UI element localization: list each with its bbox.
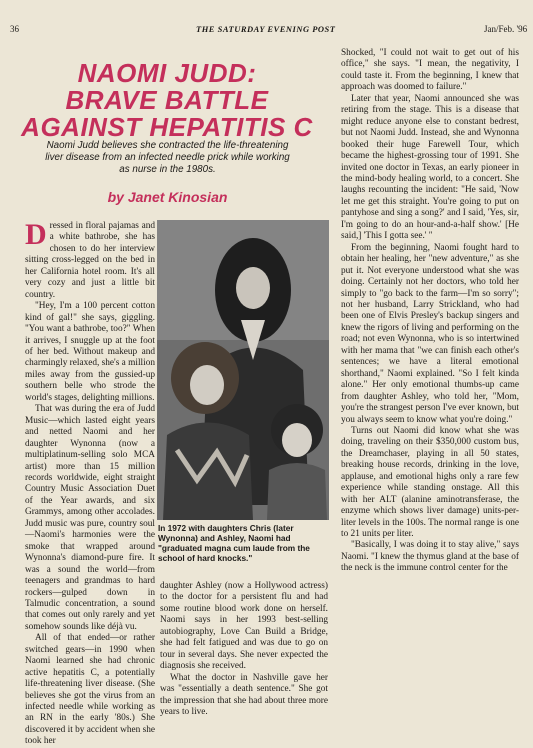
magazine-title: THE SATURDAY EVENING POST [196,24,336,34]
article-dek: Naomi Judd believes she contracted the life-threatening liver disease from an infected needle prick while working as nurse in the 1980s. [45,140,290,175]
body-paragraph: daughter Ashley (now a Hollywood actress) to the doctor for a persistent flu and had some routine blood work done on herself. Naomi says in her 1993 best-selling autobiography, Love Can Build a Bridge, she had felt fatigued and was due to go on tour in several days. She never expected the diagnosis she received. [160,581,328,672]
body-paragraph: From the beginning, Naomi fought hard to obtain her healing, her "new adventure," as she put it. Not everyone understood what she was doing. Certainly not her doctors, who told her simply to "go back to the farm—I'm so sorry"; not her husband, Larry Strickland, who had been one of Elvis Presley's backup singers and knew the rigors of living and performing on the road; not even Wynonna, who is so intertwined with her mama that "we can finish each other's sentences; we have a literal emotional shorthand," Naomi explained. "So I felt kinda alone." Her only emotional thumbs-up came from daughter Ashley, who told her, "Mom, you're the strangest person I've ever known, but you always seem to know what you're doing." [341,242,519,425]
headline-line-2: BRAVE BATTLE [65,85,269,115]
body-paragraph: What the doctor in Nashville gave her was "essentially a death sentence." She got the impression that she had about three more years to live. [160,672,328,717]
body-paragraph: Shocked, "I could not wait to get out of his office," she says. "I mean, the negativity, I could taste it. From the beginning, I knew that approach was doomed to failure." [341,48,519,93]
drop-cap: D [25,218,47,251]
body-paragraph: Dressed in floral pajamas and a white bathrobe, she has chosen to do her interview sitting cross-legged on the bed in her California hotel room. It's all very cozy and just a little bit country. [25,218,155,300]
body-paragraph: All of that ended—or rather switched gears—in 1990 when Naomi learned she had chronic active hepatitis C, a potentially life-threatening liver disease. (She believes she got the virus from an infected needle while working as an RN in the early '80s.) She discovered it by accident when she took her [25,633,155,747]
body-column-right [341,48,519,728]
family-photo [157,220,329,520]
page-number: 36 [10,24,19,34]
issue-date: Jan/Feb. '96 [484,24,528,34]
body-paragraph: Later that year, Naomi announced she was retiring from the stage. This is a disease that might reduce anyone else to constant bedrest, but not Naomi Judd. Instead, she and Wynonna booked their huge Farewell Tour, which became the highest-grossing tour of 1991. She invited one doctor in Texas, an early pioneer in the mind-body healing world, to a concert. She laughs recounting the incident: "He said, 'Now let me get this straight. You're going to put on pantyhose and sing a song?' and I said, 'Yes, sir, I'm going to do an hour-and-a-half show.' [He said,] 'This I gotta see.' " [341,93,519,242]
body-paragraph: "Hey, I'm a 100 percent cotton kind of gal!" she says, giggling. "You want a bathrobe, too?" When it arrives, I snuggle up at the foot of her bed. Without makeup and charmingly relaxed, she's a million miles away from the gussied-up southern belle who strode the world's stages, delighting millions. [25,301,155,403]
body-column-left [25,218,155,747]
body-column-middle [160,581,328,728]
photo-caption: In 1972 with daughters Chris (later Wynonna) and Ashley, Naomi had "graduated magna cum laude from the school of hard knocks." [158,523,310,563]
headline [12,60,322,141]
body-paragraph: Turns out Naomi did know what she was doing, traveling on their $350,000 custom bus, the Dreamchaser, playing in all 50 states, breaking house records, drinking in the love, applause, and emotional highs only a rare few experience while standing onstage. All this with her ALT (alanine aminotransferase, the enzyme which shows liver damage) units-per-liter levels in the 100s. The normal range is one to 21 units per liter. [341,425,519,540]
body-paragraph: "Basically, I was doing it to stay alive," says Naomi. "I knew the thymus gland at the base of the neck is the immune control center for the [341,540,519,574]
headline-line-3: AGAINST HEPATITIS C [21,112,313,142]
family-photo-illustration [157,220,329,520]
headline-line-1: NAOMI JUDD: [77,58,257,88]
byline: by Janet Kinosian [107,189,228,205]
body-paragraph: That was during the era of Judd Music—which lasted eight years and netted Naomi and her daughter Wynonna (now a multiplatinum-selling solo MCA artist) more than 15 million records worldwide, eight straight Country Music Association Duet of the Year awards, and six Grammys, among other accolades. Judd music was pure, country soul—Naomi's harmonies were the smoke that wrapped around Wynonna's diamond-pure fire. It was a sound the world—from teenagers and grandmas to hard rockers—gulped down in Talmudic concentration, a sound that comes out only rarely and yet somehow sounds like déjà vu. [25,404,155,632]
